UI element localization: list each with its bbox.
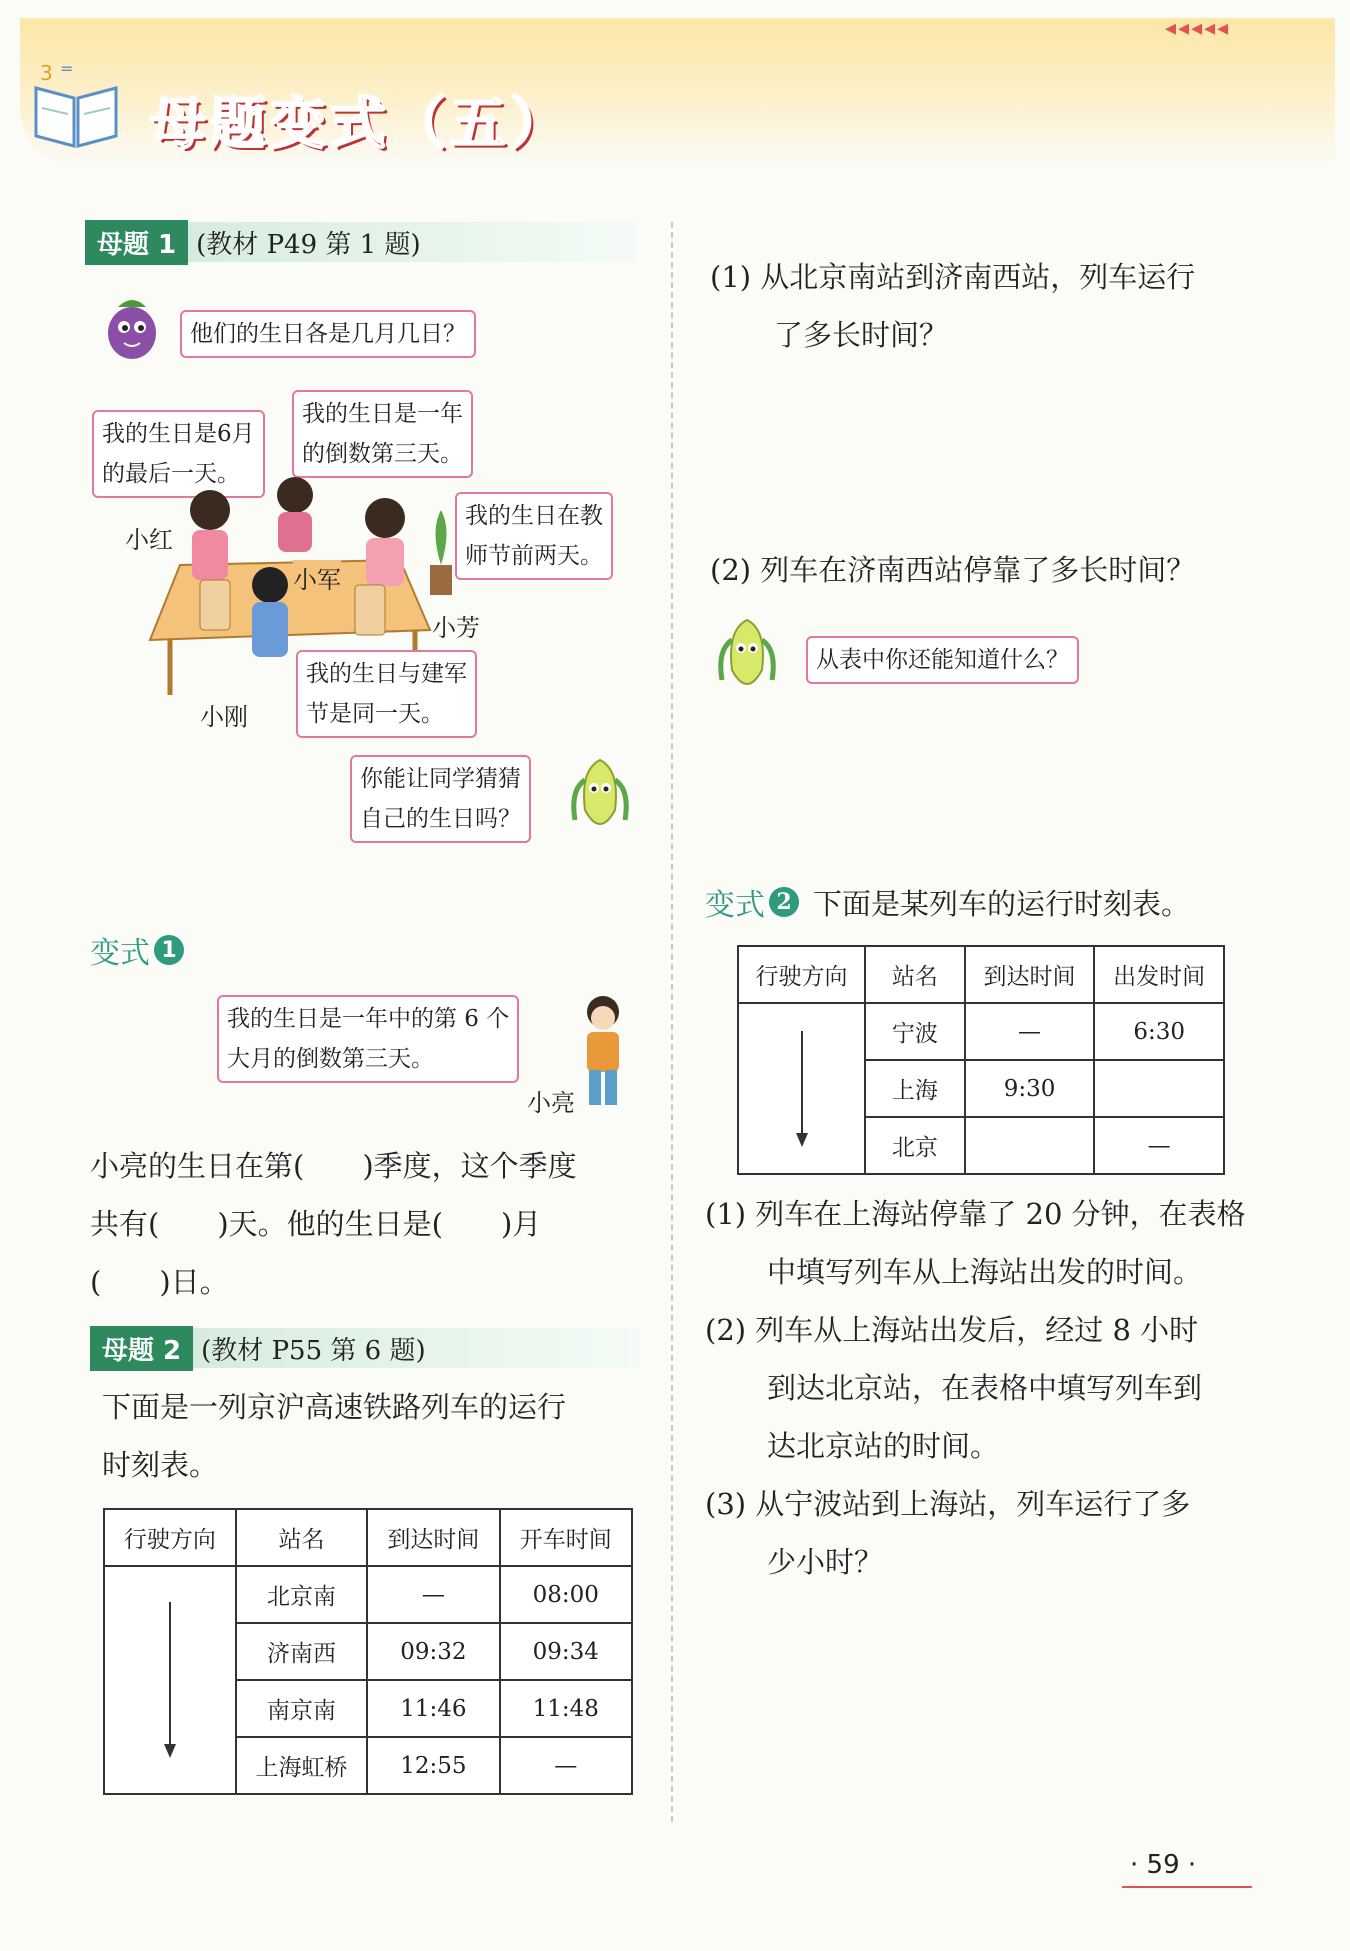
question-line: (2) 列车从上海站出发后，经过 8 小时: [705, 1313, 1199, 1347]
down-arrow-icon: [150, 1582, 190, 1772]
question-line: (3) 从宁波站到上海站，列车运行了多: [705, 1487, 1191, 1521]
table-cell: —: [965, 1003, 1095, 1060]
decorative-arrows-icon: ◂◂◂◂◂: [1165, 16, 1231, 41]
variant-1-heading: [90, 928, 184, 972]
boy-xiaoliang-icon: [565, 990, 640, 1110]
table-row: [738, 1003, 1224, 1060]
table-row: [104, 1566, 632, 1623]
table-cell: 济南西: [236, 1623, 367, 1680]
question-line: ( )日。: [90, 1265, 229, 1299]
table-cell: [965, 1117, 1095, 1174]
table-cell: 11:46: [367, 1680, 499, 1737]
table-cell: 上海: [865, 1060, 965, 1117]
intro-line: 时刻表。: [102, 1448, 219, 1482]
table-cell: 北京南: [236, 1566, 367, 1623]
table-cell: [1094, 1060, 1224, 1117]
question-1: [710, 248, 1270, 364]
speech-bubble-xiaofang: [455, 492, 613, 580]
bubble-line: 节是同一天。: [306, 701, 444, 727]
variant-2-question-1: [705, 1185, 1305, 1301]
table-header-cell: 开车时间: [500, 1509, 632, 1566]
table-header-cell: 出发时间: [1094, 946, 1224, 1003]
bubble-line: 师节前两天。: [465, 543, 603, 569]
mother-problem-2-tag: 母题 2: [90, 1326, 193, 1371]
bubble-line: 的倒数第三天。: [302, 441, 463, 467]
question-2: (2) 列车在济南西站停靠了多长时间？: [710, 553, 1196, 587]
speech-bubble-question: 他们的生日各是几月几日？: [180, 310, 476, 358]
name-xiaofang: 小芳: [432, 614, 480, 642]
variant-label: 变式: [705, 888, 765, 923]
table-header-row: [738, 946, 1224, 1003]
corn-character-icon: [565, 750, 635, 840]
table-cell: 宁波: [865, 1003, 965, 1060]
variant-2-title: 下面是某列车的运行时刻表。: [813, 886, 1191, 921]
bubble-line: 我的生日在教: [465, 503, 603, 529]
speech-bubble-xiaoliang: [217, 995, 519, 1083]
name-xiaogang: 小刚: [200, 703, 248, 731]
table-cell: 12:55: [367, 1737, 499, 1794]
down-arrow-icon: [782, 1016, 822, 1156]
table-header-row: [104, 1509, 632, 1566]
bubble-line: 我的生日是一年中的第 6 个: [227, 1006, 510, 1032]
direction-arrow-cell: [738, 1003, 865, 1174]
question-line: 了多长时间？: [774, 318, 949, 352]
mother-problem-2-heading: [90, 1328, 640, 1368]
table-cell: —: [367, 1566, 499, 1623]
mother-problem-1-source: (教材 P49 第 1 题): [196, 229, 421, 260]
question-line: 共有( )天。他的生日是( )月: [90, 1207, 542, 1241]
table-cell: 南京南: [236, 1680, 367, 1737]
table-cell: —: [500, 1737, 632, 1794]
mother-problem-1-tag: 母题 1: [85, 220, 188, 265]
mother-problem-2-source: (教材 P55 第 6 题): [201, 1335, 426, 1366]
bubble-line: 我的生日是一年: [302, 401, 463, 427]
page-number: · 59 ·: [1130, 1850, 1197, 1880]
variant-2-heading: [705, 880, 1190, 924]
variant-1-question: [90, 1137, 650, 1311]
speech-bubble-what-else: 从表中你还能知道什么？: [806, 636, 1079, 684]
eggplant-character-icon: [92, 285, 172, 365]
table-header-cell: 行驶方向: [104, 1509, 236, 1566]
variant-label: 变式: [90, 936, 150, 971]
book-icon: [30, 58, 122, 150]
table-cell: 北京: [865, 1117, 965, 1174]
speech-bubble-guess: [350, 755, 531, 843]
variant-2-question-2: [705, 1301, 1305, 1475]
column-divider: [671, 222, 673, 1822]
intro-line: 下面是一列京沪高速铁路列车的运行: [102, 1390, 567, 1424]
bubble-line: 我的生日与建军: [306, 661, 467, 687]
variant-number-badge: 2: [769, 887, 799, 917]
bubble-line: 自己的生日吗？: [360, 806, 521, 832]
direction-arrow-cell: [104, 1566, 236, 1794]
variant-number-badge: 1: [154, 935, 184, 965]
table-header-cell: 到达时间: [367, 1509, 499, 1566]
bubble-line: 我的生日是6月: [102, 421, 255, 447]
table-cell: 09:34: [500, 1623, 632, 1680]
name-xiaohong: 小红: [125, 526, 173, 554]
table-cell: 6:30: [1094, 1003, 1224, 1060]
page-title: 母题变式（五）: [150, 92, 570, 157]
table-header-cell: 到达时间: [965, 946, 1095, 1003]
name-xiaoliang: 小亮: [527, 1089, 575, 1117]
question-line: 小亮的生日在第( )季度，这个季度: [90, 1149, 577, 1183]
question-line: 少小时？: [767, 1545, 884, 1579]
table-cell: 08:00: [500, 1566, 632, 1623]
bubble-line: 大月的倒数第三天。: [227, 1046, 434, 1072]
corn-character-icon: [712, 610, 782, 700]
table-cell: 09:32: [367, 1623, 499, 1680]
timetable-2: [737, 945, 1225, 1175]
svg-text:=: =: [60, 59, 74, 78]
page-number-underline: [1122, 1886, 1252, 1888]
question-line: 中填写列车从上海站出发的时间。: [767, 1255, 1203, 1289]
speech-bubble-xiaojun: [292, 390, 473, 478]
table-cell: 9:30: [965, 1060, 1095, 1117]
table-header-cell: 站名: [236, 1509, 367, 1566]
table-header-cell: 站名: [865, 946, 965, 1003]
svg-text:3: 3: [40, 61, 53, 85]
name-xiaojun: 小军: [293, 560, 341, 595]
bubble-line: 你能让同学猜猜: [360, 766, 521, 792]
bubble-line: 的最后一天。: [102, 461, 240, 487]
question-line: 到达北京站，在表格中填写列车到: [767, 1371, 1203, 1405]
table-header-cell: 行驶方向: [738, 946, 865, 1003]
timetable-1: [103, 1508, 633, 1795]
mother-problem-2-intro: [102, 1378, 642, 1494]
variant-2-question-3: [705, 1475, 1305, 1591]
question-line: 达北京站的时间。: [767, 1429, 1000, 1463]
table-cell: 上海虹桥: [236, 1737, 367, 1794]
mother-problem-1-heading: [85, 222, 635, 262]
question-line: (1) 列车在上海站停靠了 20 分钟，在表格: [705, 1197, 1246, 1231]
speech-bubble-xiaogang: [296, 650, 477, 738]
question-line: (1) 从北京南站到济南西站，列车运行: [710, 260, 1196, 294]
variant-2-questions: [705, 1185, 1305, 1591]
table-cell: —: [1094, 1117, 1224, 1174]
table-cell: 11:48: [500, 1680, 632, 1737]
